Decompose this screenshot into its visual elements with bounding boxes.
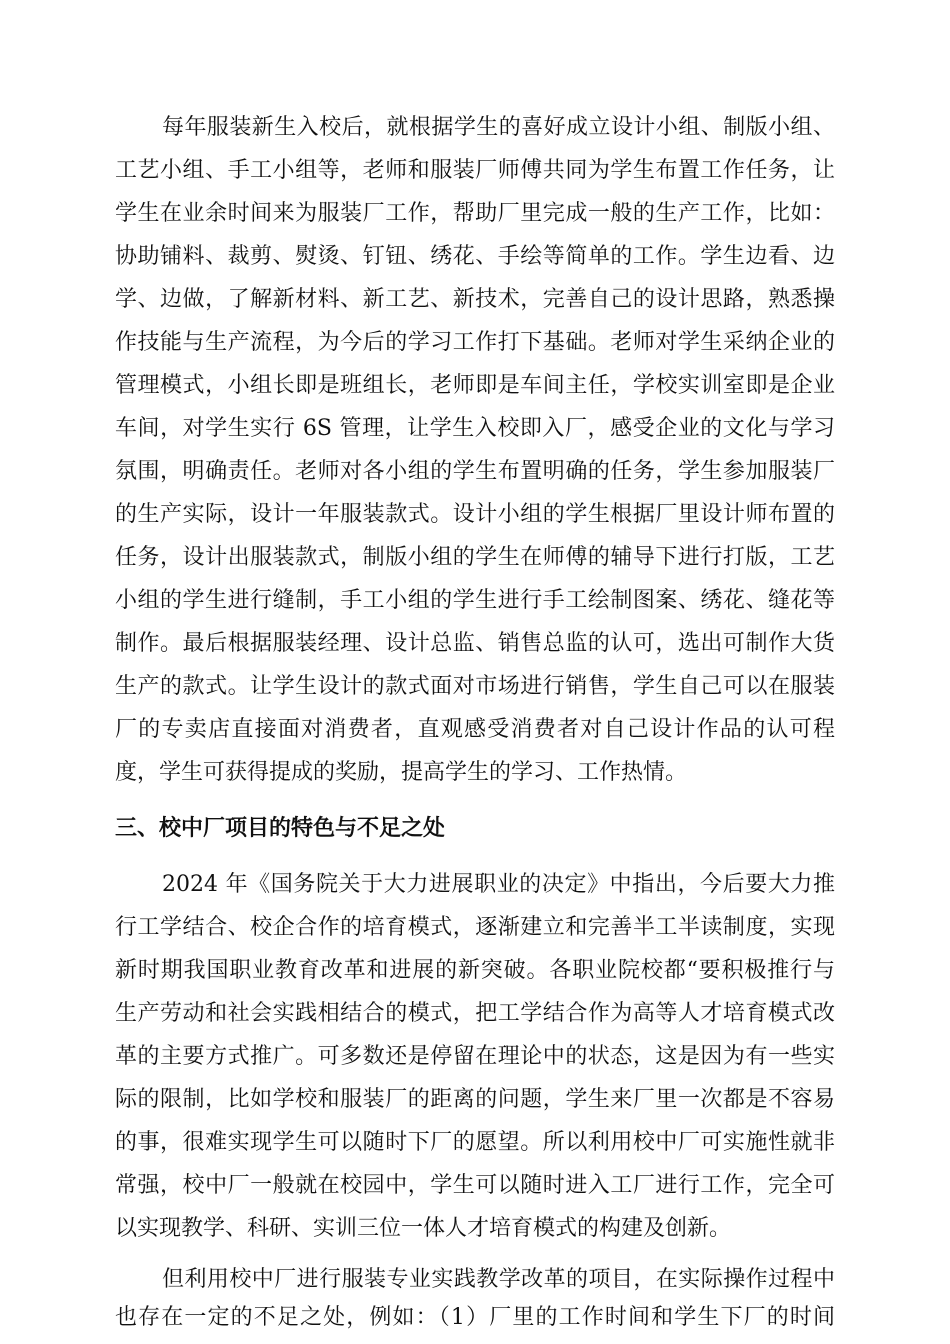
paragraph-line: 度，学生可获得提成的奖励，提高学生的学习、工作热情。	[115, 760, 688, 785]
paragraph-line: 协助铺料、裁剪、熨烫、钉钮、绣花、手绘等简单的工作。学生边看、边	[115, 244, 835, 269]
paragraph-line: 每年服装新生入校后，就根据学生的喜好成立设计小组、制版小组、	[162, 115, 835, 140]
paragraph-line: 制作。最后根据服装经理、设计总监、销售总监的认可，选出可制作大货	[115, 631, 835, 656]
paragraph-line: 2024 年《国务院关于大力进展职业的决定》中指出，今后要大力推	[162, 872, 835, 897]
paragraph-line: 的生产实际，设计一年服装款式。设计小组的学生根据厂里设计师布置的	[115, 502, 835, 527]
paragraph-line: 小组的学生进行缝制，手工小组的学生进行手工绘制图案、绣花、缝花等	[115, 588, 835, 613]
paragraph-line: 行工学结合、校企合作的培育模式，逐渐建立和完善半工半读制度，实现	[115, 915, 835, 940]
paragraph-line: 常强，校中厂一般就在校园中，学生可以随时进入工厂进行工作，完全可	[115, 1173, 835, 1198]
paragraph-line: 的事，很难实现学生可以随时下厂的愿望。所以利用校中厂可实施性就非	[115, 1130, 835, 1155]
paragraph-line: 际的限制，比如学校和服装厂的距离的问题，学生来厂里一次都是不容易	[115, 1087, 835, 1112]
paragraph-line: 生产劳动和社会实践相结合的模式，把工学结合作为高等人才培育模式改	[115, 1001, 835, 1026]
paragraph-line: 学、边做，了解新材料、新工艺、新技术，完善自己的设计思路，熟悉操	[115, 287, 835, 312]
paragraph-line: 作技能与生产流程，为今后的学习工作打下基础。老师对学生采纳企业的	[115, 330, 835, 355]
paragraph-line: 厂的专卖店直接面对消费者，直观感受消费者对自己设计作品的认可程	[115, 717, 835, 742]
paragraph-line: 学生在业余时间来为服装厂工作，帮助厂里完成一般的生产工作，比如：	[115, 201, 835, 226]
paragraph-line: 工艺小组、手工小组等，老师和服装厂师傅共同为学生布置工作任务，让	[115, 158, 835, 183]
section-heading: 三、校中厂项目的特色与不足之处	[115, 816, 446, 841]
paragraph-line: 革的主要方式推广。可多数还是停留在理论中的状态，这是因为有一些实	[115, 1044, 835, 1069]
paragraph-line: 车间，对学生实行 6S 管理，让学生入校即入厂，感受企业的文化与学习	[115, 416, 835, 441]
paragraph-line: 新时期我国职业教育改革和进展的新突破。各职业院校都“要积极推行与	[115, 958, 835, 983]
paragraph-line: 以实现教学、科研、实训三位一体人才培育模式的构建及创新。	[115, 1216, 732, 1241]
paragraph-line: 也存在一定的不足之处，例如：（1）厂里的工作时间和学生下厂的时间	[115, 1305, 835, 1330]
paragraph-line: 生产的款式。让学生设计的款式面对市场进行销售，学生自己可以在服装	[115, 674, 835, 699]
paragraph-line: 任务，设计出服装款式，制版小组的学生在师傅的辅导下进行打版，工艺	[115, 545, 835, 570]
paragraph-line: 氛围，明确责任。老师对各小组的学生布置明确的任务，学生参加服装厂	[115, 459, 835, 484]
paragraph-line: 但利用校中厂进行服装专业实践教学改革的项目，在实际操作过程中	[162, 1267, 835, 1292]
paragraph-line: 管理模式，小组长即是班组长，老师即是车间主任，学校实训室即是企业	[115, 373, 835, 398]
